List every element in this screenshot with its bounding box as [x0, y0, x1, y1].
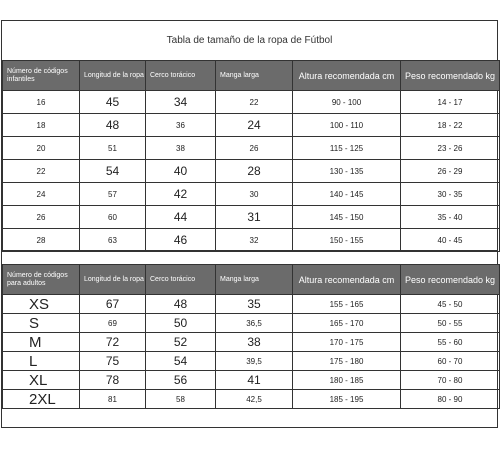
table-cell: 46 — [146, 229, 216, 252]
chart-title: Tabla de tamaño de la ropa de Fútbol — [2, 21, 497, 61]
table-cell: 42 — [146, 183, 216, 206]
table-cell: 60 — [80, 206, 146, 229]
table-cell: 45 — [80, 91, 146, 114]
header-kids-code: Número de códigos infantiles — [3, 61, 80, 91]
table-cell: 35 - 40 — [401, 206, 500, 229]
header-height: Altura recomendada cm — [293, 265, 401, 295]
table-cell: 80 - 90 — [401, 390, 500, 409]
table-cell: M — [3, 333, 80, 352]
table-cell: 35 — [216, 295, 293, 314]
table-cell: 26 - 29 — [401, 160, 500, 183]
table-cell: 41 — [216, 371, 293, 390]
table-row — [3, 91, 500, 114]
table-cell: 175 - 180 — [293, 352, 401, 371]
table-row — [3, 137, 500, 160]
table-row — [3, 114, 500, 137]
table-row — [3, 229, 500, 252]
table-cell: 58 — [146, 390, 216, 409]
table-cell: 38 — [216, 333, 293, 352]
table-cell: 38 — [146, 137, 216, 160]
table-cell: 75 — [80, 352, 146, 371]
table-cell: 67 — [80, 295, 146, 314]
table-cell: 39,5 — [216, 352, 293, 371]
table-cell: 30 - 35 — [401, 183, 500, 206]
table-cell: 155 - 165 — [293, 295, 401, 314]
table-cell: 2XL — [3, 390, 80, 409]
table-cell: 140 - 145 — [293, 183, 401, 206]
table-cell: 30 — [216, 183, 293, 206]
table-cell: 26 — [216, 137, 293, 160]
header-chest: Cerco torácico — [146, 265, 216, 295]
table-row — [3, 206, 500, 229]
table-cell: 55 - 60 — [401, 333, 500, 352]
table-cell: 50 — [146, 314, 216, 333]
table-cell: 24 — [216, 114, 293, 137]
table-cell: 28 — [216, 160, 293, 183]
table-cell: 170 - 175 — [293, 333, 401, 352]
table-cell: 54 — [146, 352, 216, 371]
table-row — [3, 371, 500, 390]
table-cell: 69 — [80, 314, 146, 333]
table-cell: S — [3, 314, 80, 333]
header-height: Altura recomendada cm — [293, 61, 401, 91]
table-cell: 31 — [216, 206, 293, 229]
table-cell: 32 — [216, 229, 293, 252]
table-cell: 70 - 80 — [401, 371, 500, 390]
table-cell: 52 — [146, 333, 216, 352]
table-cell: XL — [3, 371, 80, 390]
table-cell: 42,5 — [216, 390, 293, 409]
header-adults-code: Número de códigos para adultos — [3, 265, 80, 295]
table-row — [3, 295, 500, 314]
header-weight: Peso recomendado kg — [401, 265, 500, 295]
table-cell: 28 — [3, 229, 80, 252]
header-chest: Cerco torácico — [146, 61, 216, 91]
table-cell: 100 - 110 — [293, 114, 401, 137]
table-cell: 130 - 135 — [293, 160, 401, 183]
table-cell: 90 - 100 — [293, 91, 401, 114]
table-cell: 165 - 170 — [293, 314, 401, 333]
table-cell: 48 — [80, 114, 146, 137]
table-cell: 23 - 26 — [401, 137, 500, 160]
table-cell: 60 - 70 — [401, 352, 500, 371]
header-length: Longitud de la ropa — [80, 265, 146, 295]
table-cell: 180 - 185 — [293, 371, 401, 390]
table-cell: 40 — [146, 160, 216, 183]
table-cell: 145 - 150 — [293, 206, 401, 229]
table-row — [3, 183, 500, 206]
kids-size-table — [2, 60, 500, 252]
table-cell: 22 — [3, 160, 80, 183]
table-cell: 57 — [80, 183, 146, 206]
size-chart — [1, 20, 498, 428]
table-row — [3, 333, 500, 352]
header-sleeve: Manga larga — [216, 61, 293, 91]
header-length: Longitud de la ropa — [80, 61, 146, 91]
table-cell: 50 - 55 — [401, 314, 500, 333]
table-cell: 115 - 125 — [293, 137, 401, 160]
table-cell: 63 — [80, 229, 146, 252]
table-cell: 56 — [146, 371, 216, 390]
table-cell: L — [3, 352, 80, 371]
table-row — [3, 160, 500, 183]
table-cell: 150 - 155 — [293, 229, 401, 252]
table-row — [3, 314, 500, 333]
table-cell: 48 — [146, 295, 216, 314]
table-cell: 22 — [216, 91, 293, 114]
table-cell: 36 — [146, 114, 216, 137]
table-cell: 54 — [80, 160, 146, 183]
table-cell: 18 - 22 — [401, 114, 500, 137]
table-cell: 40 - 45 — [401, 229, 500, 252]
adults-header-row — [3, 265, 500, 295]
table-cell: 16 — [3, 91, 80, 114]
table-separator — [2, 250, 497, 264]
table-cell: 78 — [80, 371, 146, 390]
adults-size-table — [2, 264, 500, 409]
table-cell: 45 - 50 — [401, 295, 500, 314]
table-cell: 18 — [3, 114, 80, 137]
header-weight: Peso recomendado kg — [401, 61, 500, 91]
table-cell: 20 — [3, 137, 80, 160]
table-cell: 14 - 17 — [401, 91, 500, 114]
table-row — [3, 352, 500, 371]
table-cell: 81 — [80, 390, 146, 409]
table-cell: 185 - 195 — [293, 390, 401, 409]
table-cell: XS — [3, 295, 80, 314]
table-cell: 26 — [3, 206, 80, 229]
table-cell: 24 — [3, 183, 80, 206]
kids-header-row — [3, 61, 500, 91]
table-cell: 51 — [80, 137, 146, 160]
table-cell: 36,5 — [216, 314, 293, 333]
header-sleeve: Manga larga — [216, 265, 293, 295]
table-row — [3, 390, 500, 409]
table-cell: 34 — [146, 91, 216, 114]
table-cell: 44 — [146, 206, 216, 229]
table-cell: 72 — [80, 333, 146, 352]
